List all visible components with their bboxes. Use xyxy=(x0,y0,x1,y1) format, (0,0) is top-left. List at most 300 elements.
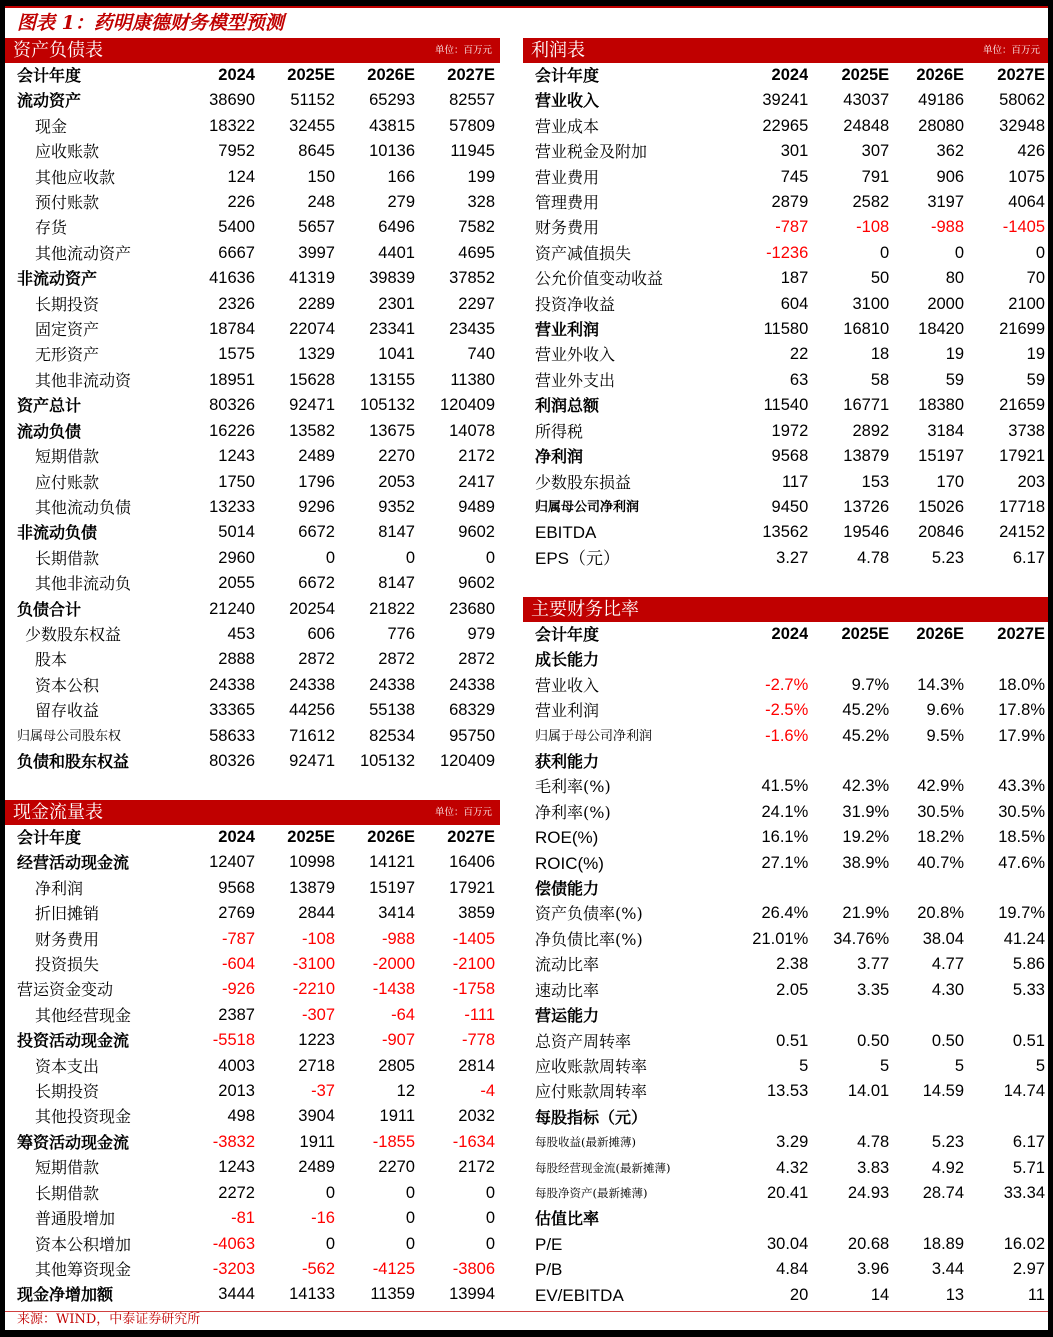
row-label: ROE(%) xyxy=(535,828,599,848)
row-label: 长期投资 xyxy=(35,1082,100,1102)
value-cell: 41319 xyxy=(289,269,335,288)
value-cell: 32948 xyxy=(999,116,1045,135)
value-cell: 49186 xyxy=(918,91,965,110)
value-cell: 187 xyxy=(780,269,809,288)
value-cell: 18380 xyxy=(918,396,965,415)
value-cell: 0.50 xyxy=(857,1031,890,1050)
value-cell: 2013 xyxy=(218,1082,255,1101)
row-label: 流动资产 xyxy=(17,91,82,111)
table-row xyxy=(523,495,1045,520)
value-cell: 34.76% xyxy=(833,929,890,948)
value-cell: 2872 xyxy=(378,650,415,669)
value-cell: -307 xyxy=(301,1005,335,1024)
row-label: 营业外支出 xyxy=(535,370,616,390)
value-cell: 71612 xyxy=(289,726,335,745)
value-cell: -37 xyxy=(311,1082,335,1101)
value-cell: 27.1% xyxy=(761,853,809,872)
value-cell: 9489 xyxy=(458,497,495,516)
value-cell: 105132 xyxy=(359,751,415,770)
row-label: 其他应收款 xyxy=(35,167,116,187)
table-row xyxy=(523,292,1045,317)
value-cell: 20.41 xyxy=(766,1183,809,1202)
row-label: 归属母公司股东权 xyxy=(17,728,122,744)
value-cell: 0 xyxy=(325,548,335,567)
row-label: 应付账款周转率 xyxy=(535,1082,648,1102)
value-cell: 58062 xyxy=(999,91,1045,110)
value-cell: 979 xyxy=(467,624,495,643)
row-label: 总资产周转率 xyxy=(535,1031,632,1051)
table-row xyxy=(523,800,1045,825)
value-cell: 8147 xyxy=(378,523,415,542)
table-row xyxy=(523,393,1045,418)
table-row xyxy=(5,139,495,164)
value-cell xyxy=(889,647,964,672)
row-label: 负债合计 xyxy=(17,599,82,619)
value-cell xyxy=(889,1206,964,1231)
value-cell xyxy=(727,749,808,774)
table-row xyxy=(523,139,1045,164)
row-label: 长期借款 xyxy=(35,1183,100,1203)
value-cell: 17921 xyxy=(999,447,1045,466)
value-cell: 203 xyxy=(1017,472,1045,491)
row-label: 营运能力 xyxy=(535,1006,600,1026)
row-label: 每股经营现金流(最新摊薄) xyxy=(535,1160,671,1175)
value-cell: 3997 xyxy=(298,243,335,262)
value-cell: 30.04 xyxy=(766,1234,809,1253)
table-row xyxy=(5,444,495,469)
year-header-cell: 2027E xyxy=(447,66,495,84)
value-cell: 5 xyxy=(880,1056,890,1075)
value-cell: 45.2% xyxy=(842,701,890,720)
year-header-cell: 2024 xyxy=(218,66,255,84)
value-cell xyxy=(964,647,1045,672)
value-cell: 9.5% xyxy=(926,726,965,745)
value-cell: 30.5% xyxy=(998,802,1045,821)
value-cell: 1075 xyxy=(1008,167,1045,186)
value-cell: 4064 xyxy=(1008,193,1045,212)
value-cell xyxy=(808,647,889,672)
value-cell: 117 xyxy=(781,472,809,491)
value-cell: 0.50 xyxy=(931,1031,965,1050)
row-label: 速动比率 xyxy=(535,980,600,1000)
value-cell: 13.53 xyxy=(766,1082,809,1101)
value-cell: 22965 xyxy=(762,116,809,135)
year-header-label: 会计年度 xyxy=(17,828,82,847)
table-row xyxy=(5,1181,495,1206)
value-cell: 19.7% xyxy=(998,904,1045,923)
value-cell: 1243 xyxy=(218,447,255,466)
value-cell: 12407 xyxy=(209,853,255,872)
value-cell: 6672 xyxy=(298,523,335,542)
balance-sheet-table xyxy=(5,63,495,774)
value-cell: 16.02 xyxy=(1003,1234,1045,1253)
value-cell: 2272 xyxy=(218,1183,255,1202)
year-header-cell: 2024 xyxy=(218,828,255,846)
value-cell: -778 xyxy=(461,1031,495,1050)
value-cell xyxy=(727,647,808,672)
table-row xyxy=(5,114,495,139)
year-header-cell: 2027E xyxy=(997,625,1045,643)
value-cell: 95750 xyxy=(449,726,495,745)
value-cell: 166 xyxy=(387,167,415,186)
value-cell: 11359 xyxy=(370,1285,415,1304)
value-cell: 6.17 xyxy=(1012,1133,1045,1152)
year-header-cell: 2025E xyxy=(841,625,890,643)
value-cell: 15026 xyxy=(918,497,965,516)
value-cell: 9450 xyxy=(771,497,809,516)
value-cell: 0 xyxy=(954,243,965,262)
value-cell: 0 xyxy=(405,1234,415,1253)
value-cell: 19 xyxy=(1026,345,1045,364)
value-cell: -3100 xyxy=(292,955,335,974)
value-cell: -2.7% xyxy=(765,675,809,694)
row-label: 流动比率 xyxy=(535,955,600,975)
value-cell xyxy=(964,1206,1045,1231)
row-label: 估值比率 xyxy=(535,1209,600,1229)
row-label: 其他筹资现金 xyxy=(35,1259,132,1279)
value-cell: 3184 xyxy=(927,421,965,440)
value-cell: 40.7% xyxy=(917,853,965,872)
row-label: 财务费用 xyxy=(35,929,100,949)
value-cell: 41.5% xyxy=(761,777,809,796)
value-cell: 6667 xyxy=(218,243,255,262)
row-label: 营业利润 xyxy=(535,701,600,721)
value-cell: 2000 xyxy=(927,294,965,313)
value-cell: 3100 xyxy=(852,294,890,313)
value-cell: 1911 xyxy=(379,1107,415,1126)
value-cell xyxy=(808,1206,889,1231)
value-cell: 4.32 xyxy=(776,1158,809,1177)
value-cell: 6.17 xyxy=(1012,548,1045,567)
value-cell: 19 xyxy=(945,345,965,364)
value-cell: 2888 xyxy=(218,650,255,669)
value-cell: 0 xyxy=(880,243,890,262)
row-label: 无形资产 xyxy=(35,345,100,365)
row-label: EBITDA xyxy=(535,523,597,543)
value-cell: 33365 xyxy=(209,701,255,720)
value-cell: 24338 xyxy=(209,675,255,694)
value-cell: 19.2% xyxy=(842,828,890,847)
value-cell xyxy=(808,876,889,901)
value-cell: -988 xyxy=(931,218,965,237)
value-cell: 18.0% xyxy=(998,675,1045,694)
table-row xyxy=(5,546,495,571)
row-label: 营业利润 xyxy=(535,320,600,340)
value-cell: 13994 xyxy=(449,1285,495,1304)
value-cell: 65293 xyxy=(369,91,415,110)
value-cell: 13675 xyxy=(369,421,415,440)
value-cell: 3.27 xyxy=(776,548,809,567)
ratios-title: 主要财务比率 xyxy=(531,599,639,620)
value-cell: 5 xyxy=(1035,1056,1045,1075)
row-label: 负债和股东权益 xyxy=(17,751,130,771)
value-cell xyxy=(727,1003,808,1028)
value-cell: 301 xyxy=(780,142,809,161)
value-cell xyxy=(727,1206,808,1231)
value-cell: 20254 xyxy=(289,599,335,618)
table-row xyxy=(5,190,495,215)
value-cell: 0 xyxy=(485,1234,495,1253)
table-row xyxy=(5,1079,495,1104)
row-label: 长期投资 xyxy=(35,294,100,314)
value-cell: -2000 xyxy=(372,955,415,974)
row-label: 净利率(%) xyxy=(535,802,611,822)
value-cell: -3203 xyxy=(212,1259,255,1278)
row-label: 其他非流动负 xyxy=(35,574,132,594)
value-cell: -2100 xyxy=(452,955,495,974)
row-label: 其他流动负债 xyxy=(35,497,132,517)
value-cell: 0.51 xyxy=(776,1031,809,1050)
value-cell: 426 xyxy=(1017,142,1045,161)
value-cell: 4695 xyxy=(458,243,495,262)
value-cell: 199 xyxy=(467,167,495,186)
row-label: 每股净资产(最新摊薄) xyxy=(535,1185,648,1200)
value-cell: 0 xyxy=(405,1209,415,1228)
row-label: 应收账款周转率 xyxy=(535,1056,648,1076)
value-cell: 39241 xyxy=(762,91,809,110)
row-label: P/E xyxy=(535,1234,563,1254)
value-cell xyxy=(964,876,1045,901)
table-row xyxy=(5,1155,495,1180)
unit-label: 单位：百万元 xyxy=(434,807,492,818)
year-header-cell: 2026E xyxy=(916,66,965,84)
value-cell: 14.59 xyxy=(922,1082,965,1101)
value-cell: 906 xyxy=(936,167,965,186)
value-cell: 20.8% xyxy=(917,904,965,923)
row-label: 利润总额 xyxy=(535,396,600,416)
value-cell: -1855 xyxy=(372,1132,415,1151)
row-label: 预付账款 xyxy=(35,193,100,213)
value-cell: 2872 xyxy=(458,650,495,669)
value-cell: -787 xyxy=(221,929,255,948)
value-cell: 4.92 xyxy=(931,1158,965,1177)
value-cell: 2718 xyxy=(298,1056,335,1075)
value-cell: 1750 xyxy=(218,472,255,491)
value-cell: 5400 xyxy=(218,218,255,237)
value-cell: 776 xyxy=(387,624,415,643)
row-label: 固定资产 xyxy=(35,320,100,340)
table-row xyxy=(523,673,1045,698)
value-cell: 24.1% xyxy=(761,802,809,821)
value-cell: 105132 xyxy=(359,396,415,415)
value-cell: 20.68 xyxy=(847,1234,890,1253)
value-cell: 9602 xyxy=(458,523,495,542)
value-cell: 328 xyxy=(467,193,495,212)
value-cell: 3444 xyxy=(218,1285,255,1304)
row-label: 流动负债 xyxy=(17,421,82,441)
value-cell: 15197 xyxy=(918,447,965,466)
table-row xyxy=(523,1156,1045,1181)
row-label: 投资损失 xyxy=(35,955,100,975)
value-cell: 14.74 xyxy=(1003,1082,1045,1101)
table-row xyxy=(5,850,495,875)
value-cell xyxy=(808,1003,889,1028)
table-row xyxy=(5,1206,495,1231)
row-label: EPS（元） xyxy=(535,548,621,568)
value-cell: 24152 xyxy=(999,523,1045,542)
table-row xyxy=(5,622,495,647)
value-cell: 453 xyxy=(227,624,255,643)
row-label: ROIC(%) xyxy=(535,853,604,873)
value-cell: -1438 xyxy=(372,980,415,999)
value-cell: 92471 xyxy=(289,396,335,415)
value-cell: -2.5% xyxy=(765,701,809,720)
table-row xyxy=(523,647,1045,672)
value-cell: 38.04 xyxy=(922,929,965,948)
row-label: 股本 xyxy=(35,650,68,670)
value-cell: 1575 xyxy=(218,345,255,364)
year-header-cell: 2024 xyxy=(771,625,809,643)
row-label: 普通股增加 xyxy=(35,1209,116,1229)
value-cell: 11380 xyxy=(450,370,495,389)
value-cell: 18.2% xyxy=(917,828,965,847)
value-cell: 3.35 xyxy=(857,980,890,999)
row-label: 投资活动现金流 xyxy=(17,1031,130,1051)
value-cell: 80 xyxy=(945,269,965,288)
value-cell: 2055 xyxy=(218,574,255,593)
value-cell: 15197 xyxy=(369,878,415,897)
value-cell: 4.78 xyxy=(857,548,890,567)
row-label: EV/EBITDA xyxy=(535,1285,624,1305)
value-cell: 2.38 xyxy=(776,955,809,974)
value-cell: 80326 xyxy=(209,396,255,415)
value-cell: 8645 xyxy=(298,142,335,161)
value-cell: -988 xyxy=(381,929,415,948)
value-cell: 2270 xyxy=(378,1158,415,1177)
value-cell: 14121 xyxy=(369,853,415,872)
table-row xyxy=(5,647,495,672)
year-header-cell: 2025E xyxy=(287,828,335,846)
value-cell: 604 xyxy=(780,294,809,313)
year-header-cell: 2026E xyxy=(367,66,415,84)
value-cell: 42.3% xyxy=(842,777,890,796)
value-cell: 68329 xyxy=(449,701,495,720)
table-row xyxy=(5,241,495,266)
row-label: 经营活动现金流 xyxy=(17,853,130,873)
income-statement-table xyxy=(523,63,1045,571)
value-cell: 43.3% xyxy=(998,777,1045,796)
table-row xyxy=(523,1283,1045,1308)
value-cell: 16810 xyxy=(843,320,890,339)
value-cell: 55138 xyxy=(369,701,415,720)
table-row xyxy=(523,470,1045,495)
value-cell: 226 xyxy=(227,193,255,212)
value-cell: -108 xyxy=(301,929,335,948)
value-cell xyxy=(889,1105,964,1130)
value-cell: 16.1% xyxy=(761,828,809,847)
value-cell: 5 xyxy=(799,1056,809,1075)
row-label: 资本公积增加 xyxy=(35,1234,132,1254)
table-row xyxy=(5,952,495,977)
value-cell xyxy=(808,749,889,774)
value-cell: 1329 xyxy=(298,345,335,364)
table-row xyxy=(5,165,495,190)
row-label: 投资净收益 xyxy=(535,294,616,314)
table-row xyxy=(523,520,1045,545)
value-cell: 58633 xyxy=(209,726,255,745)
value-cell: 2387 xyxy=(218,1005,255,1024)
value-cell: 23680 xyxy=(449,599,495,618)
row-label: 净利润 xyxy=(35,878,84,898)
value-cell: 11540 xyxy=(763,396,809,415)
row-label: 归属于母公司净利润 xyxy=(535,728,653,744)
value-cell: 2.97 xyxy=(1012,1260,1045,1279)
value-cell: 2172 xyxy=(458,1158,495,1177)
value-cell: -787 xyxy=(775,218,809,237)
row-label: 资本公积 xyxy=(35,675,100,695)
value-cell: 5.33 xyxy=(1012,980,1045,999)
value-cell: -562 xyxy=(301,1259,335,1278)
year-header-cell: 2024 xyxy=(771,66,809,84)
table-row xyxy=(523,317,1045,342)
row-label: 公允价值变动收益 xyxy=(535,269,664,289)
value-cell: 0 xyxy=(405,1183,415,1202)
table-row xyxy=(523,825,1045,850)
table-row xyxy=(5,597,495,622)
value-cell: 6672 xyxy=(298,574,335,593)
table-row xyxy=(5,1257,495,1282)
table-row xyxy=(523,1232,1045,1257)
value-cell: -604 xyxy=(221,955,255,974)
table-row xyxy=(523,749,1045,774)
row-label: 非流动资产 xyxy=(17,269,98,289)
year-header-row xyxy=(5,63,495,88)
table-row xyxy=(5,292,495,317)
row-label: 少数股东损益 xyxy=(535,472,632,492)
row-label: 净负债比率(%) xyxy=(535,929,643,949)
row-label: 短期借款 xyxy=(35,447,100,467)
value-cell: 51152 xyxy=(290,91,335,110)
value-cell: -4063 xyxy=(212,1234,255,1253)
table-row xyxy=(5,1130,495,1155)
value-cell: 28080 xyxy=(918,116,965,135)
value-cell: 2.05 xyxy=(776,980,809,999)
value-cell: 498 xyxy=(227,1107,255,1126)
value-cell: 21659 xyxy=(999,396,1045,415)
row-label: 财务费用 xyxy=(535,218,600,238)
table-row xyxy=(523,1029,1045,1054)
value-cell: 47.6% xyxy=(998,853,1045,872)
value-cell: 13155 xyxy=(369,370,415,389)
table-row xyxy=(523,952,1045,977)
value-cell: 5 xyxy=(954,1056,965,1075)
value-cell: 18420 xyxy=(918,320,965,339)
row-label: 资产总计 xyxy=(17,396,82,416)
value-cell: 307 xyxy=(861,142,890,161)
value-cell: 45.2% xyxy=(842,726,890,745)
year-header-row xyxy=(5,825,495,850)
cash-flow-header xyxy=(5,800,500,825)
table-row xyxy=(523,901,1045,926)
cash-flow-body xyxy=(5,825,495,1308)
value-cell: 9602 xyxy=(458,574,495,593)
row-label: P/B xyxy=(535,1260,563,1280)
value-cell: 18.89 xyxy=(922,1234,965,1253)
row-label: 应付账款 xyxy=(35,472,100,492)
balance-sheet-body xyxy=(5,63,495,774)
value-cell: 17.8% xyxy=(998,701,1045,720)
table-row xyxy=(523,724,1045,749)
value-cell: 10136 xyxy=(369,142,415,161)
value-cell: 5.23 xyxy=(931,1133,965,1152)
table-row xyxy=(5,393,495,418)
value-cell: 5.23 xyxy=(931,548,965,567)
row-label: 每股指标（元） xyxy=(535,1107,648,1127)
value-cell: 24338 xyxy=(369,675,415,694)
value-cell: 14133 xyxy=(289,1285,335,1304)
row-label: 现金 xyxy=(35,116,68,136)
value-cell: 42.9% xyxy=(917,777,965,796)
